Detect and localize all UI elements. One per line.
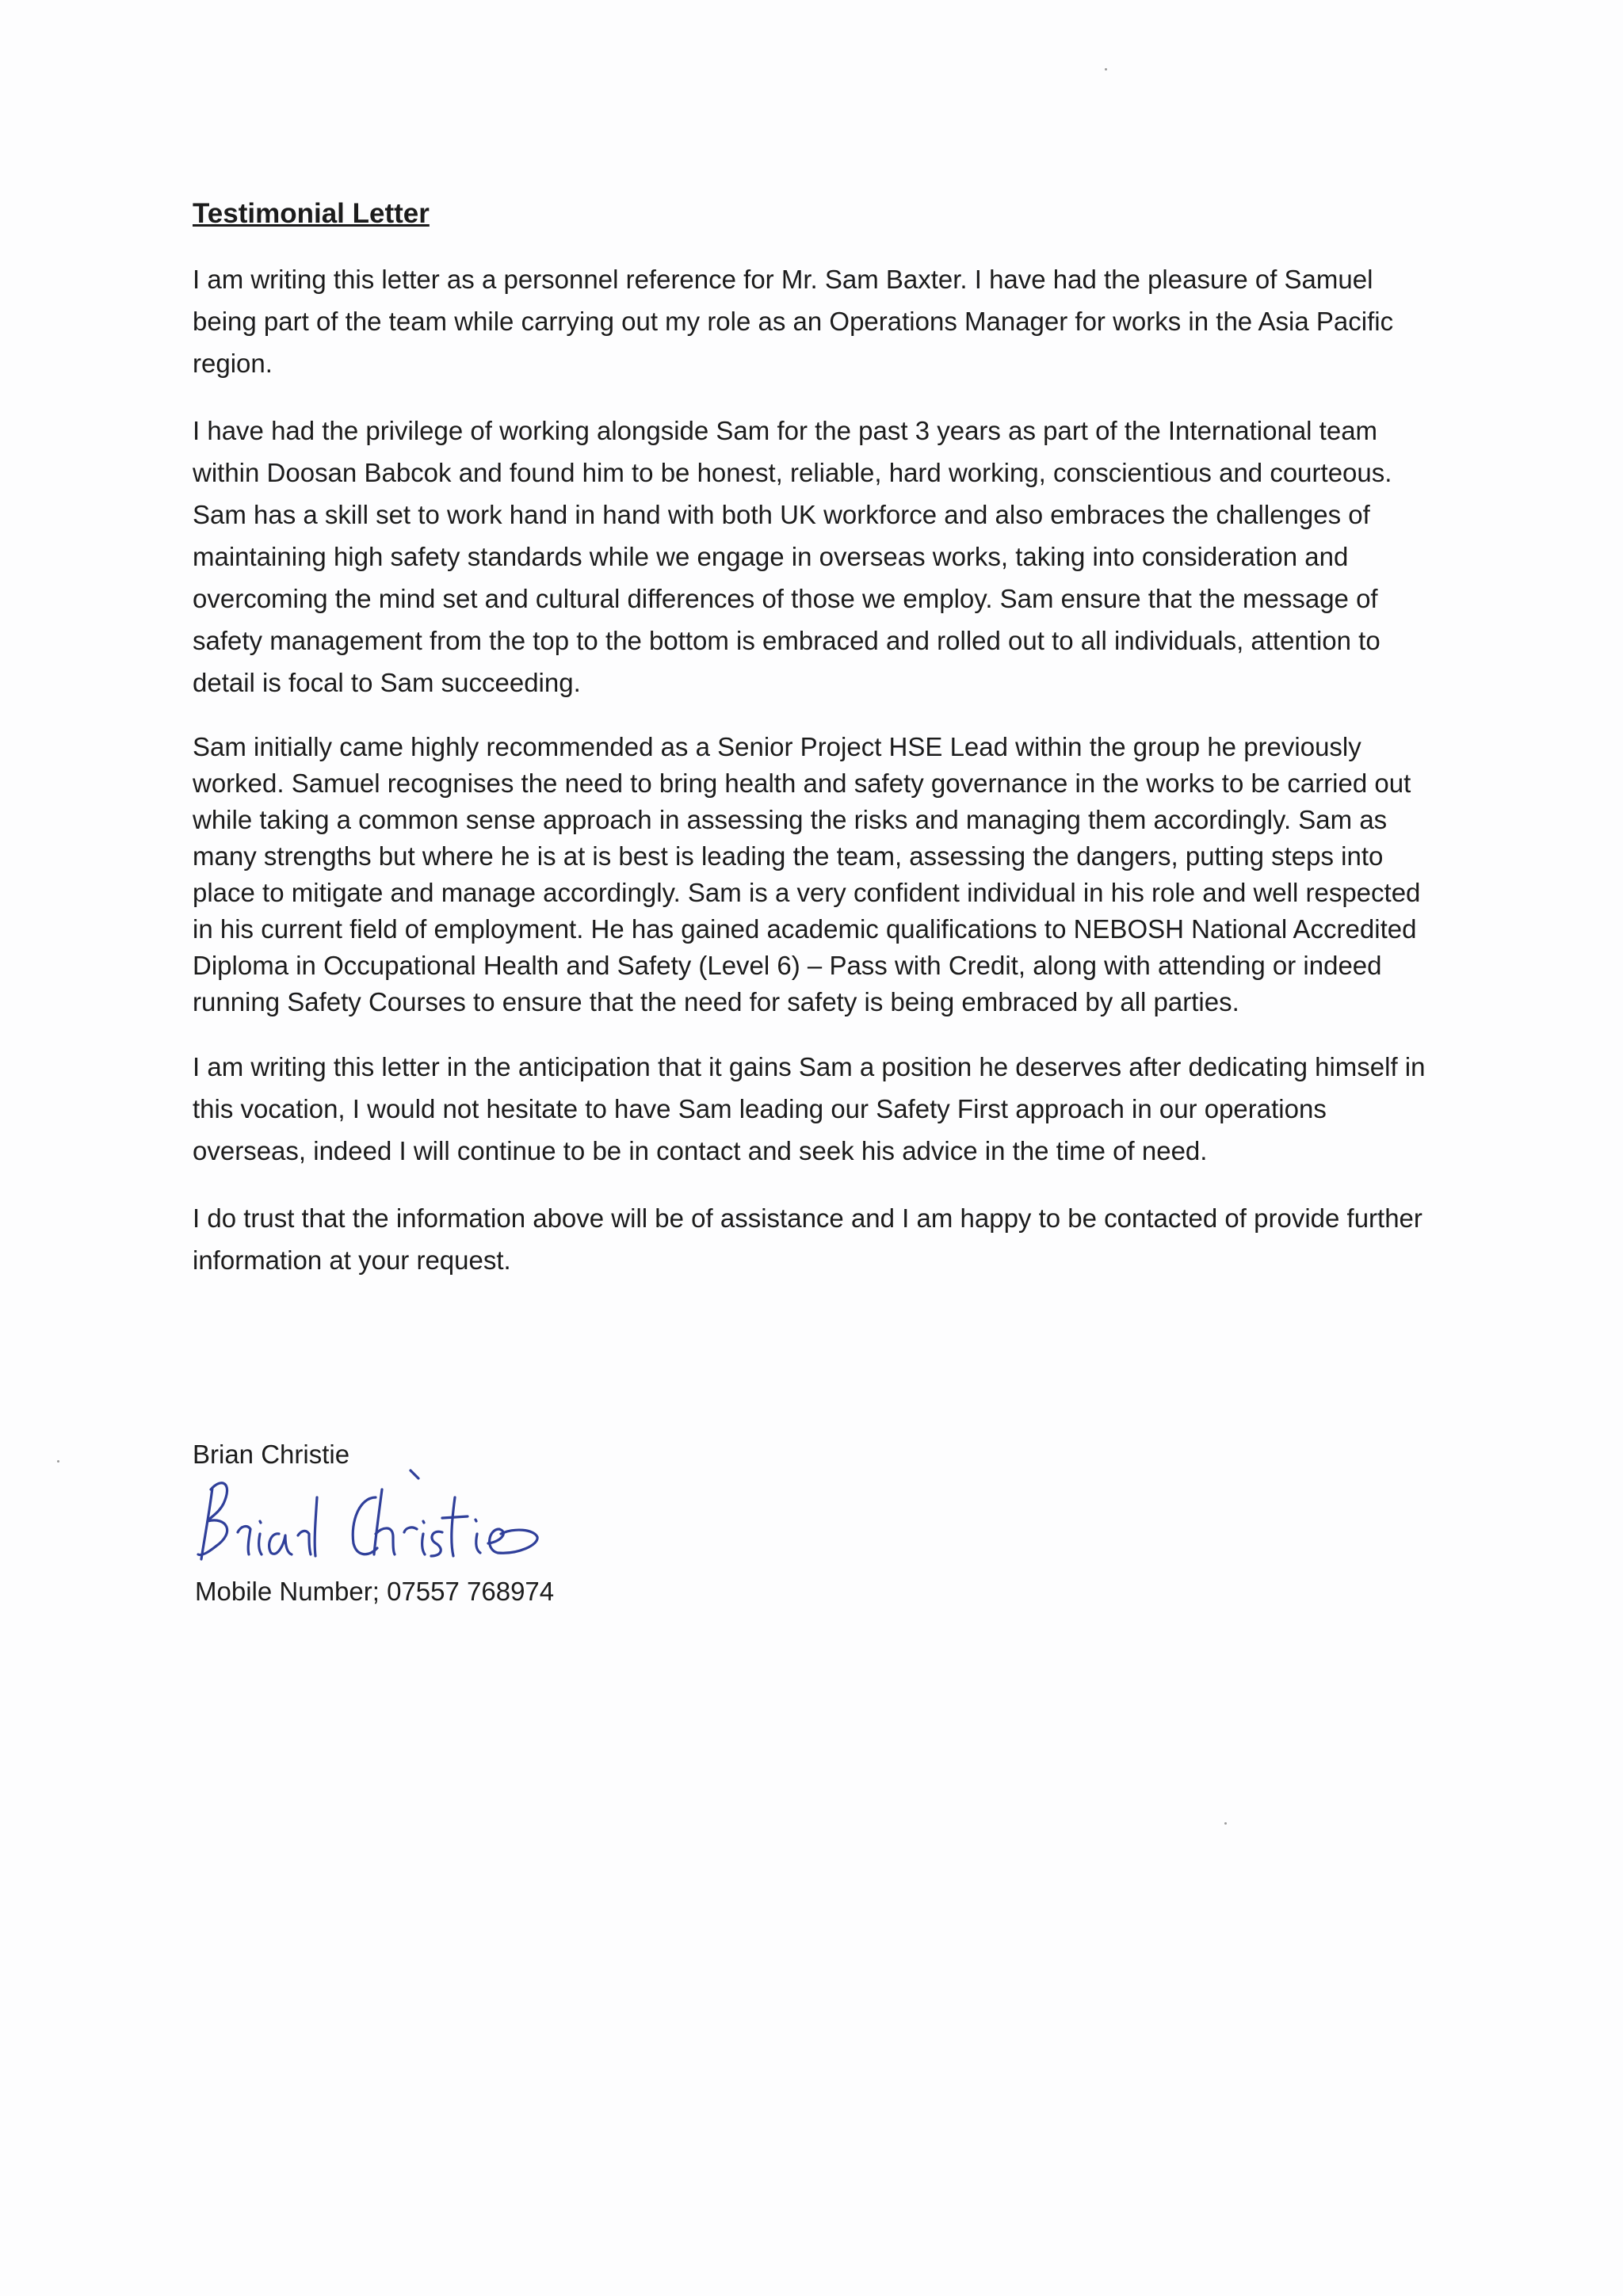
letter-body	[193, 195, 1437, 1306]
paragraph-qualifications: Sam initially came highly recommended as a Senior Project HSE Lead within the group he previously worked. Samuel recognises the need to bring health and safety governance in the works to be carried out while taking a common sense approach in assessing the risks and managing them accordingly. Sam as many strengths but where he is at is best is leading the team, assessing the dangers, putting steps into place to mitigate and manage accordingly. Sam is a very confident individual in his role and well respected in his current field of employment. He has gained academic qualifications to NEBOSH National Accredited Diploma in Occupational Health and Safety (Level 6) – Pass with Credit, along with attending or indeed running Safety Courses to ensure that the need for safety is being embraced by all parties.	[193, 732, 1421, 1016]
scan-speck	[1105, 68, 1107, 71]
paragraph-closing: I do trust that the information above will be of assistance and I am happy to be contacted of provide further information at your request.	[193, 1203, 1423, 1275]
letter-title: Testimonial Letter	[193, 198, 430, 229]
paragraph-recommendation: I am writing this letter in the anticipation that it gains Sam a position he deserves after dedicating himself in this vocation, I would not hesitate to have Sam leading our Safety First approach in our operations overseas, indeed I will continue to be in contact and seek his advice in the time of need.	[193, 1052, 1426, 1165]
paragraph-intro: I am writing this letter as a personnel reference for Mr. Sam Baxter. I have had the pleasure of Samuel being part of the team while carrying out my role as an Operations Manager for works in the Asia Pacific region.	[193, 265, 1394, 378]
scan-speck	[1224, 1822, 1227, 1825]
paragraph-character: I have had the privilege of working alongside Sam for the past 3 years as part of the International team within Doosan Babcok and found him to be honest, reliable, hard working, conscientious and courteous. Sam has a skill set to work hand in hand with both UK workforce and also embraces the challenges of maintaining high safety standards while we engage in overseas works, taking into consideration and overcoming the mind set and cultural differences of those we employ. Sam ensure that the message of safety management from the top to the bottom is embraced and rolled out to all individuals, attention to detail is focal to Sam succeeding.	[193, 416, 1392, 697]
scan-speck	[57, 1460, 59, 1463]
signatory-name: Brian Christie	[193, 1440, 350, 1469]
mobile-number: Mobile Number; 07557 768974	[195, 1577, 555, 1606]
handwritten-signature	[181, 1466, 553, 1569]
